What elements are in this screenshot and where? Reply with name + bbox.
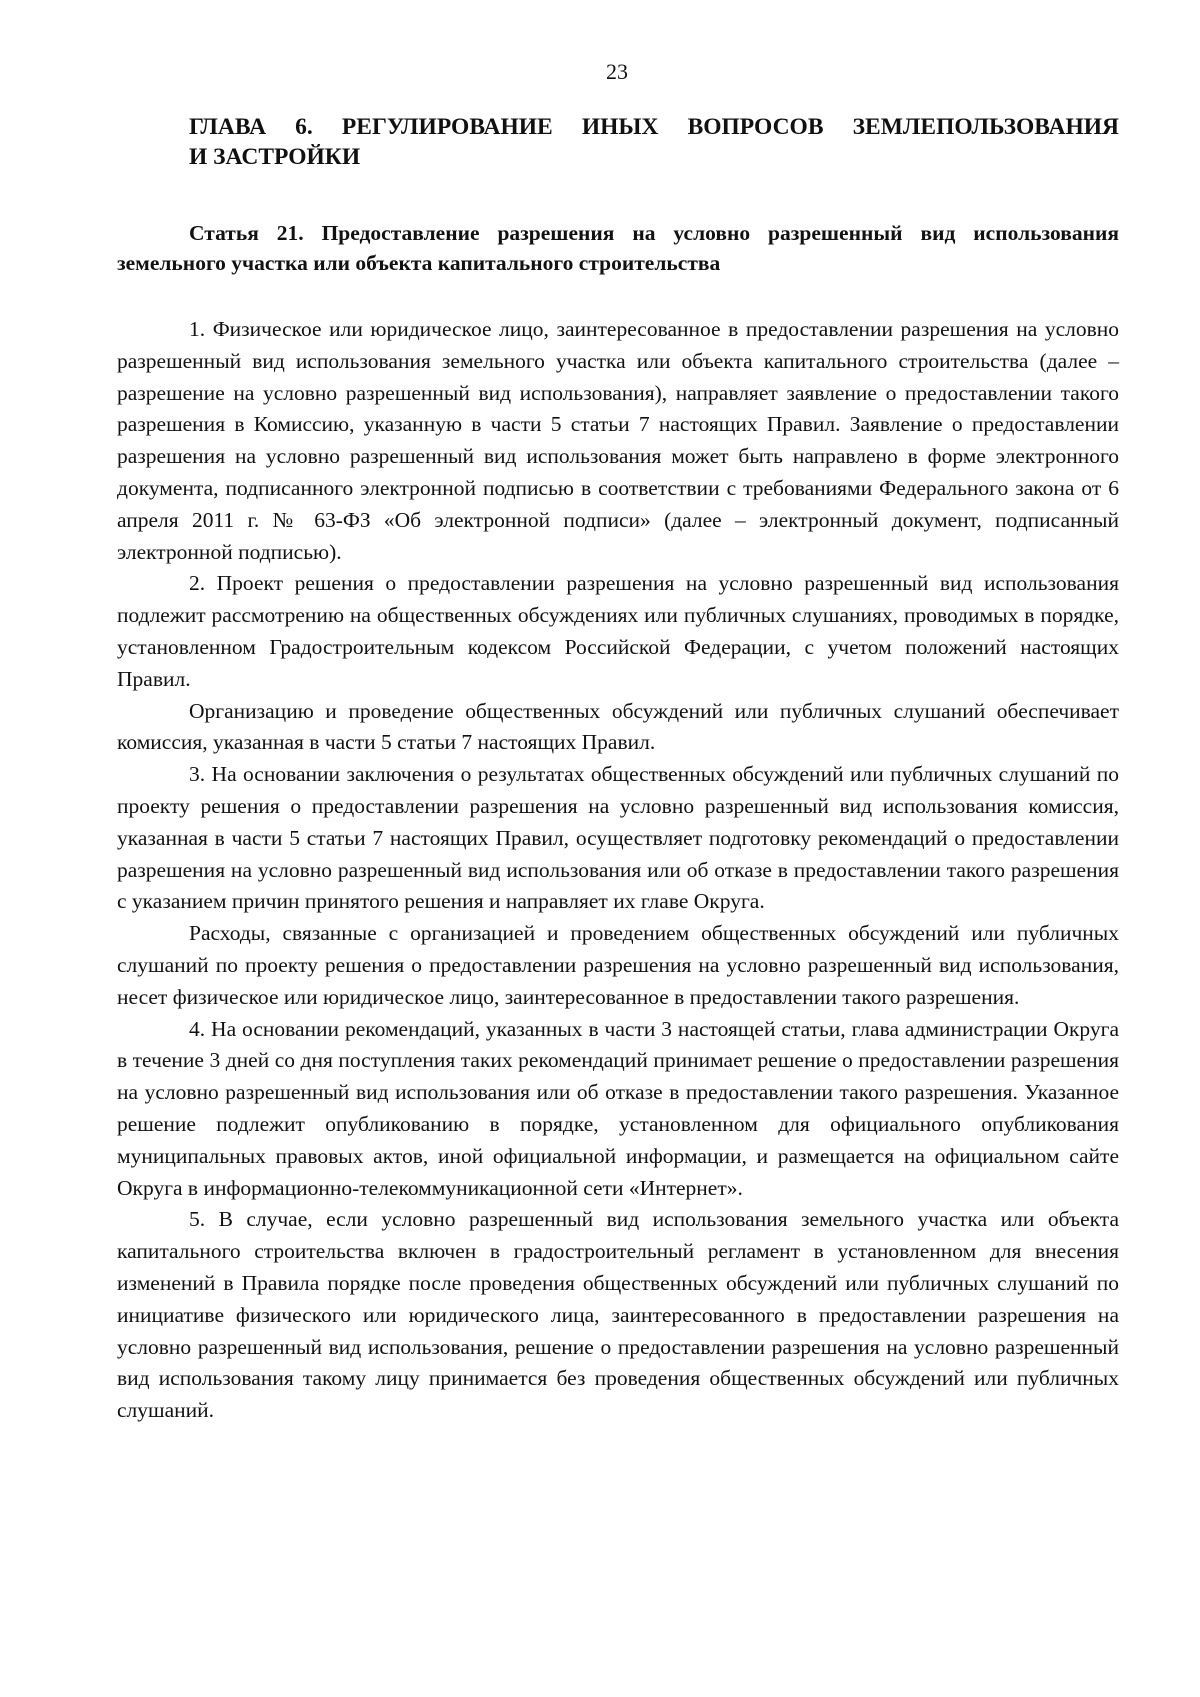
paragraph-2: 2. Проект решения о предоставлении разрешения на условно разрешенный вид использования подлежит рассмотрению на общественных обсуждениях или публичных слушаниях, проводимых в порядке, установленном Градостроительным кодексом Российской Федерации, с учетом положений настоящих Правил. [117,571,1119,691]
paragraph-4: 4. На основании рекомендаций, указанных в части 3 настоящей статьи, глава администрации Округа в течение 3 дней со дня поступления таких рекомендаций принимает решение о предоставлении разрешения на условно разрешенный вид использования или об отказе в предоставлении такого разрешения. Указанное решение подлежит опубликованию в порядке, установленном для официального опубликования муниципальных правовых актов, иной официальной информации, и размещается на официальном сайте Округа в информационно-телекоммуникационной сети «Интернет». [117,1016,1119,1200]
page-number: 23 [606,59,628,84]
chapter-title-line-2: И ЗАСТРОЙКИ [189,144,361,170]
chapter-title [117,112,1119,172]
chapter-title-line-1: ГЛАВА 6. РЕГУЛИРОВАНИЕ ИНЫХ ВОПРОСОВ ЗЕМЛЕПОЛЬЗОВАНИЯ [189,114,1119,140]
paragraph-5: 5. В случае, если условно разрешенный вид использования земельного участка или объекта капитального строительства включен в градостроительный регламент в установленном для внесения изменений в Правила порядке после проведения общественных обсуждений или публичных слушаний по инициативе физического или юридического лица, заинтересованного в предоставлении разрешения на условно разрешенный вид использования, решение о предоставлении разрешения на условно разрешенный вид использования такому лицу принимается без проведения общественных обсуждений или публичных слушаний. [117,1207,1119,1423]
paragraph-1: 1. Физическое или юридическое лицо, заинтересованное в предоставлении разрешения на условно разрешенный вид использования земельного участка или объекта капитального строительства (далее – разрешение на условно разрешенный вид использования), направляет заявление о предоставлении такого разрешения в Комиссию, указанную в части 5 статьи 7 настоящих Правил. Заявление о предоставлении разрешения на условно разрешенный вид использования может быть направлено в форме электронного документа, подписанного электронной подписью в соответствии с требованиями Федерального закона от 6 апреля 2011 г. № 63-ФЗ «Об электронной подписи» (далее – электронный документ, подписанный электронной подписью). [117,317,1119,564]
paragraph-2-continuation: Организацию и проведение общественных обсуждений или публичных слушаний обеспечивает комиссия, указанная в части 5 статьи 7 настоящих Правил. [117,698,1119,755]
article-title: Статья 21. Предоставление разрешения на условно разрешенный вид использования земельного участка или объекта капитального строительства [117,221,1119,275]
page-content [117,112,1119,1427]
paragraph-3: 3. На основании заключения о результатах общественных обсуждений или публичных слушаний по проекту решения о предоставлении разрешения на условно разрешенный вид использования комиссия, указанная в части 5 статьи 7 настоящих Правил, осуществляет подготовку рекомендаций о предоставлении разрешения на условно разрешенный вид использования или об отказе в предоставлении такого разрешения с указанием причин принятого решения и направляет их главе Округа. [117,762,1119,914]
paragraph-3-continuation: Расходы, связанные с организацией и проведением общественных обсуждений или публичных слушаний по проекту решения о предоставлении разрешения на условно разрешенный вид использования, несет физическое или юридическое лицо, заинтересованное в предоставлении такого разрешения. [117,921,1119,1009]
